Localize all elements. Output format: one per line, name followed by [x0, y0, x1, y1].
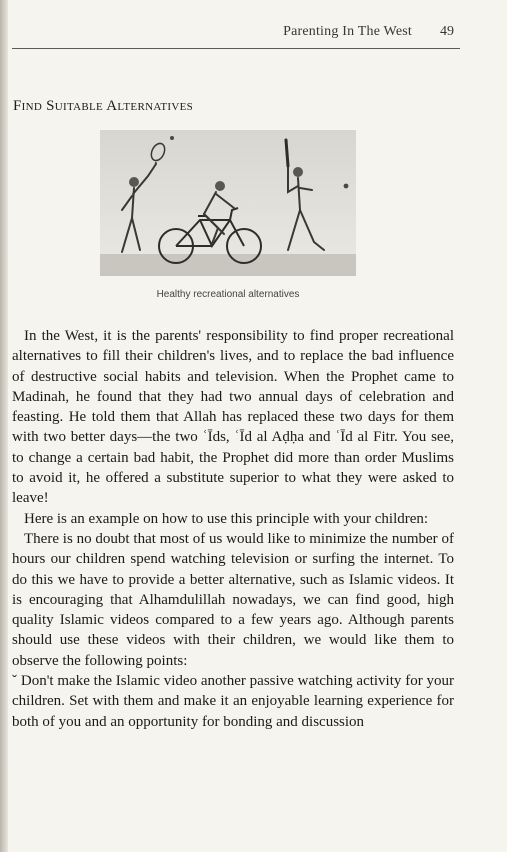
- paragraph: In the West, it is the parents' responsibility to find proper recreational alternatives to fill their children's lives, and to replace the bad influence of destructive social habits and television. When the Prophet came to Madinah, he found that they had two annual days of celebration and feasting. He told them that Allah has replaced these two days for them with two better days—the two ʿĪds, ʿĪd al Aḍḥa and ʿĪd al Fitr. You see, to change a certain bad habit, the Prophet did more than order Muslims to avoid it, he offered a substitute superior to what they were asked to leave!: [12, 328, 454, 507]
- baseball-bat-icon: [286, 140, 288, 166]
- ground-shadow: [100, 254, 356, 276]
- header-rule: [12, 48, 460, 49]
- paragraph: Here is an example on how to use this principle with your children:: [24, 510, 429, 527]
- figure-caption: Healthy recreational alternatives: [156, 289, 300, 300]
- body-text: [12, 326, 454, 732]
- bullet-paragraph: ˇ Don't make the Islamic video another passive watching activity for your children. Set with them and make it an enjoyable learning experience for both of you and an opportunity for bonding and discussion: [12, 673, 454, 730]
- recreation-illustration: [100, 130, 356, 276]
- running-header-title: Parenting In The West: [283, 24, 412, 39]
- page-number: 49: [440, 24, 454, 39]
- section-heading: Find Suitable Alternatives: [13, 98, 194, 114]
- tennis-ball-icon: [170, 136, 174, 140]
- paragraph: There is no doubt that most of us would like to minimize the number of hours our children spend watching television or surfing the internet. To do this we have to provide a better alternative, such as Islamic videos. It is encouraging that Alhamdulillah nowadays, we can find good, high quality Islamic videos compared to a few years ago. Although parents should use these videos with their children, we would like them to observe the following points:: [12, 530, 454, 669]
- baseball-icon: [344, 184, 349, 189]
- book-spine-shadow: [0, 0, 8, 852]
